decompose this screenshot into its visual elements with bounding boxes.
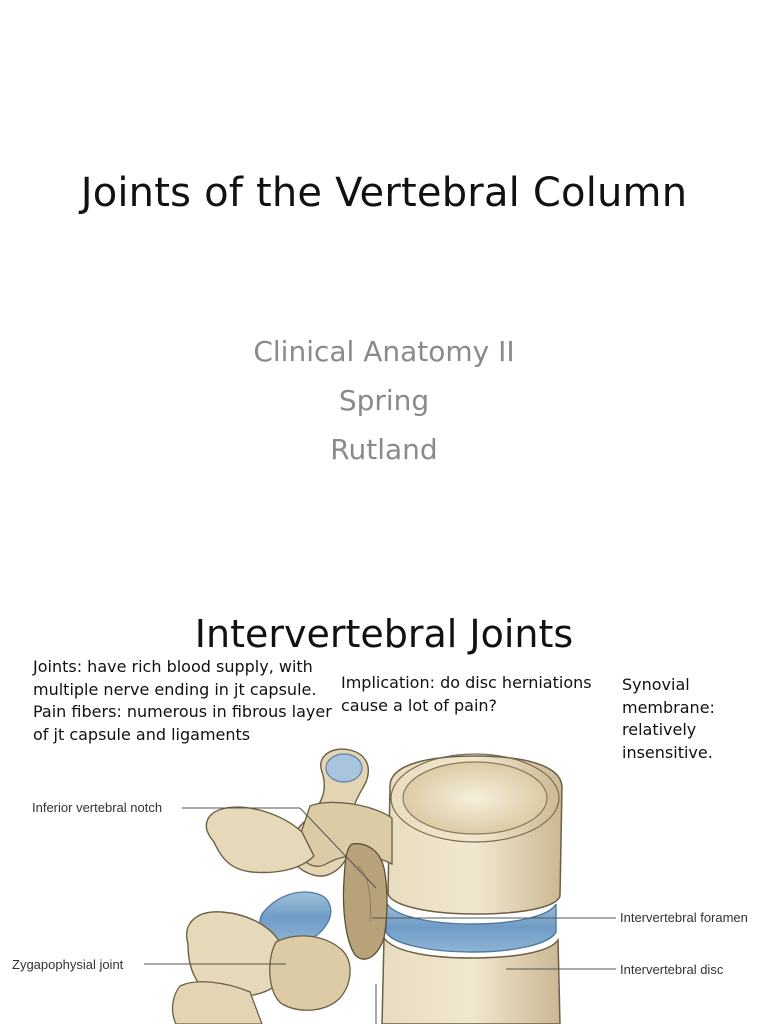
label-inferior-vertebral-notch: Inferior vertebral notch (32, 800, 163, 815)
note-line: Pain fibers: numerous in fibrous layer (33, 702, 332, 721)
subtitle-line-course: Clinical Anatomy II (253, 335, 515, 368)
vertebral-body-upper-endplate (403, 762, 547, 834)
slide2-heading: Intervertebral Joints (194, 612, 574, 656)
note-line: insensitive. (622, 742, 713, 762)
label-intervertebral-foramen: Intervertebral foramen (620, 910, 748, 925)
note-line: Joints: have rich blood supply, with (33, 657, 313, 676)
label-intervertebral-disc: Intervertebral disc (620, 962, 724, 977)
note-blood-supply (33, 656, 333, 746)
note-line: relatively (622, 720, 697, 739)
subtitle-line-term: Spring (338, 384, 430, 417)
label-zygapophysial-joint: Zygapophysial joint (12, 957, 124, 972)
slide-title-heading: Joints of the Vertebral Column (80, 170, 688, 216)
note-line: Synovial (622, 675, 690, 694)
vertebral-column-illustration (0, 746, 768, 1024)
note-implication (341, 672, 591, 717)
articular-facet-surface (326, 754, 362, 782)
slide-intervertebral-joints (0, 576, 768, 1024)
note-line: cause a lot of pain? (341, 695, 498, 715)
note-line: multiple nerve ending in jt capsule. (33, 679, 317, 699)
articular-process-lower (270, 936, 350, 1010)
note-line: membrane: (622, 697, 715, 717)
subtitle-line-instructor: Rutland (330, 433, 438, 466)
note-line: Implication: do disc herniations (341, 673, 592, 692)
note-line: of jt capsule and ligaments (33, 724, 251, 744)
transverse-process-upper (206, 807, 314, 872)
slide-subtitle (0, 332, 768, 479)
